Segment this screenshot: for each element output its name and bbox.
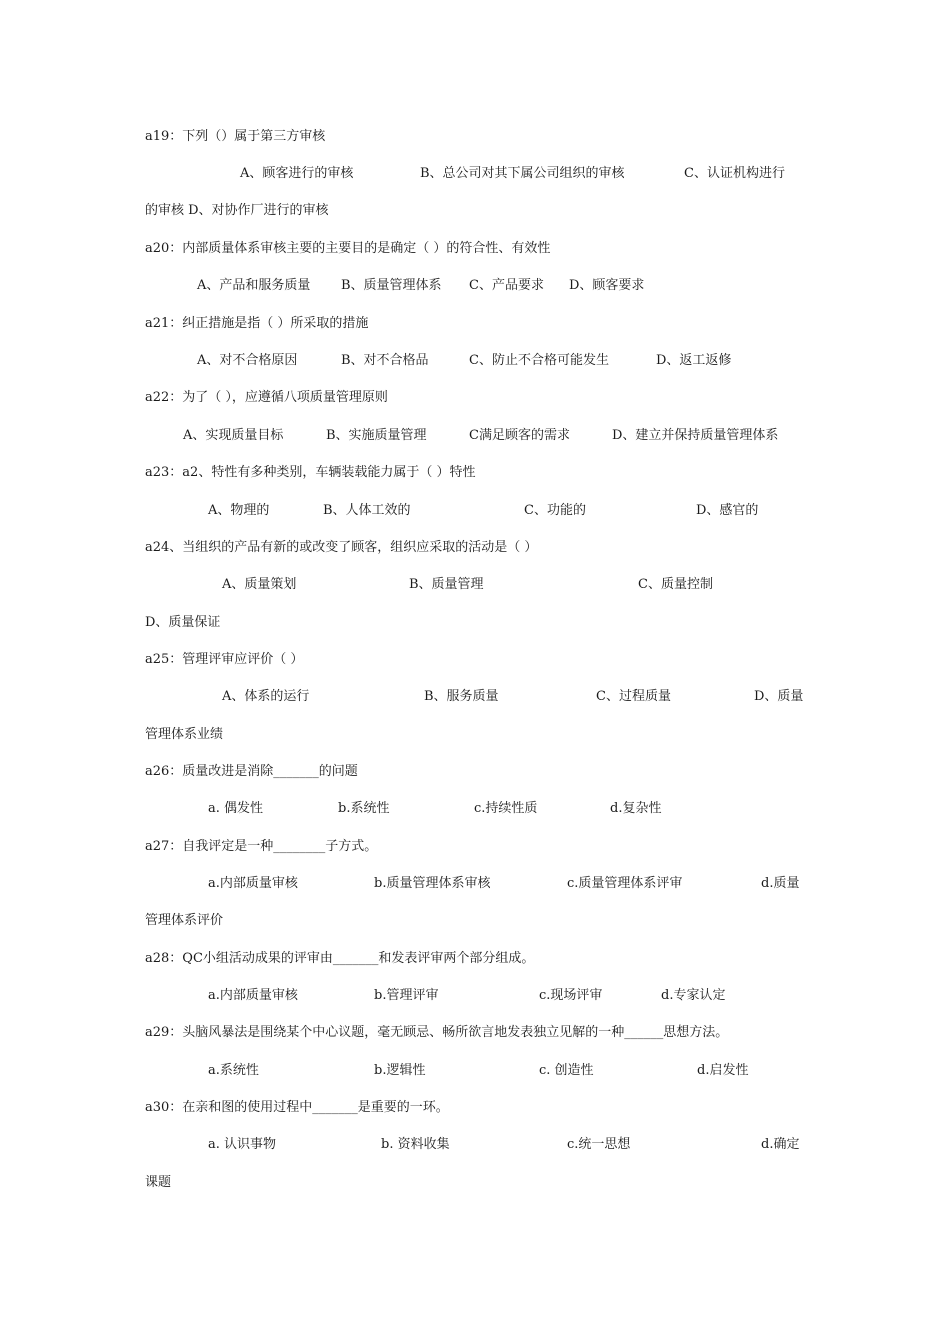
option-b: B、实施质量管理 — [326, 428, 427, 443]
option-a: a.内部质量审核 — [208, 876, 298, 891]
option-d: d.复杂性 — [610, 801, 662, 816]
option-b: b.系统性 — [338, 801, 390, 816]
question-stem: a19：下列（）属于第三方审核 — [145, 129, 326, 144]
option-a: a.内部质量审核 — [208, 988, 298, 1003]
option-c: c. 创造性 — [539, 1063, 594, 1078]
question-stem: a23：a2、特性有多种类别，车辆装载能力属于（ ）特性 — [145, 465, 476, 480]
option-a: A、产品和服务质量 — [197, 278, 311, 293]
option-c: C、质量控制 — [638, 577, 713, 592]
option-d: D、顾客要求 — [569, 278, 645, 293]
option-d: d.质量 — [761, 876, 800, 891]
option-c: C、产品要求 — [469, 278, 544, 293]
option-b: b.质量管理体系审核 — [374, 876, 491, 891]
option-d: d.专家认定 — [661, 988, 726, 1003]
question-stem: a30：在亲和图的使用过程中_______是重要的一环。 — [145, 1100, 449, 1115]
option-d: D、返工返修 — [656, 353, 732, 368]
option-c: c.统一思想 — [567, 1137, 631, 1152]
question-stem: a27：自我评定是一种________子方式。 — [145, 839, 378, 854]
option-c: c.现场评审 — [539, 988, 603, 1003]
question-wrap: D、质量保证 — [145, 615, 221, 630]
question-stem: a21：纠正措施是指（ ）所采取的措施 — [145, 316, 369, 331]
question-stem: a20：内部质量体系审核主要的主要目的是确定（ ）的符合性、有效性 — [145, 241, 551, 256]
option-a: A、顾客进行的审核 — [240, 166, 354, 181]
option-d: D、质量 — [754, 689, 804, 704]
option-c: C、防止不合格可能发生 — [469, 353, 609, 368]
option-a: a. 偶发性 — [208, 801, 264, 816]
question-stem: a22：为了（ ），应遵循八项质量管理原则 — [145, 390, 388, 405]
option-c: C、功能的 — [524, 503, 586, 518]
question-stem: a28：QC小组活动成果的评审由_______和发表评审两个部分组成。 — [145, 951, 535, 966]
option-b: B、总公司对其下属公司组织的审核 — [420, 166, 625, 181]
option-b: B、人体工效的 — [323, 503, 411, 518]
option-a: A、质量策划 — [222, 577, 297, 592]
option-a: a. 认识事物 — [208, 1137, 277, 1152]
option-b: B、质量管理体系 — [341, 278, 442, 293]
option-c: c.质量管理体系评审 — [567, 876, 683, 891]
question-stem: a24、当组织的产品有新的或改变了顾客，组织应采取的活动是（ ） — [145, 540, 538, 555]
option-d: d.启发性 — [697, 1063, 749, 1078]
option-c: C、认证机构进行 — [684, 166, 785, 181]
question-wrap: 的审核 D、对协作厂进行的审核 — [145, 203, 329, 218]
option-a: A、实现质量目标 — [183, 428, 284, 443]
option-a: A、物理的 — [208, 503, 270, 518]
question-wrap: 管理体系业绩 — [145, 727, 224, 742]
question-stem: a25：管理评审应评价（ ） — [145, 652, 304, 667]
option-b: B、质量管理 — [409, 577, 484, 592]
option-d: D、感官的 — [696, 503, 759, 518]
option-c: C满足顾客的需求 — [469, 428, 570, 443]
option-a: A、对不合格原因 — [197, 353, 298, 368]
option-b: b. 资料收集 — [381, 1137, 450, 1152]
option-b: b.管理评审 — [374, 988, 439, 1003]
option-c: C、过程质量 — [596, 689, 671, 704]
question-wrap: 管理体系评价 — [145, 913, 224, 928]
question-stem: a29：头脑风暴法是围绕某个中心议题，毫无顾忌、畅所欲言地发表独立见解的一种______思想方法。 — [145, 1025, 729, 1040]
question-stem: a26：质量改进是消除_______的问题 — [145, 764, 358, 779]
option-b: b.逻辑性 — [374, 1063, 426, 1078]
option-c: c.持续性质 — [474, 801, 538, 816]
option-d: d.确定 — [761, 1137, 800, 1152]
question-wrap: 课题 — [145, 1175, 172, 1190]
option-b: B、服务质量 — [424, 689, 499, 704]
option-a: A、体系的运行 — [222, 689, 310, 704]
option-d: D、建立并保持质量管理体系 — [612, 428, 779, 443]
option-a: a.系统性 — [208, 1063, 259, 1078]
option-b: B、对不合格品 — [341, 353, 429, 368]
